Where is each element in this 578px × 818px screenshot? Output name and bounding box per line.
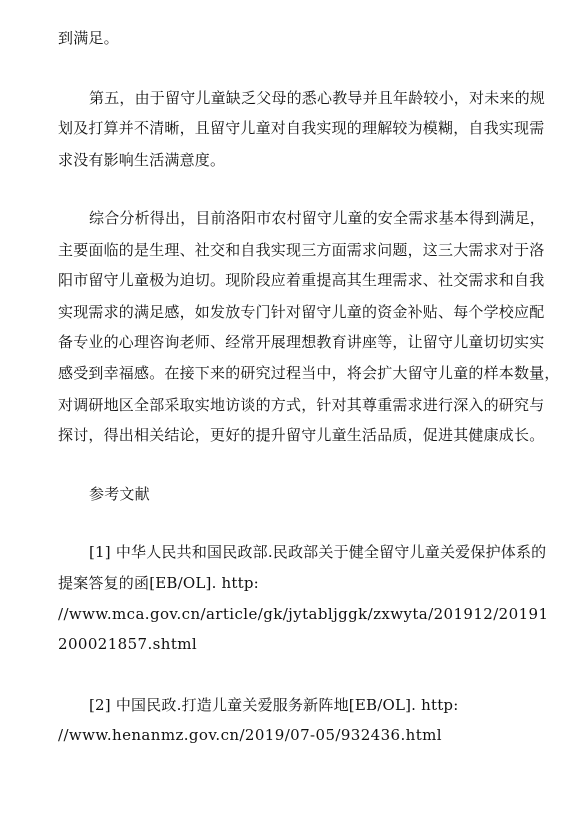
reference-line: [2] 中国民政.打造儿童关爱服务新阵地[EB/OL]. http: bbox=[89, 696, 459, 714]
paragraph-line: 感受到幸福感。在接下来的研究过程当中，将会扩大留守儿童的样本数量， bbox=[58, 364, 560, 382]
paragraph-line: 探讨，得出相关结论，更好的提升留守儿童生活品质，促进其健康成长。 bbox=[58, 426, 545, 444]
references-heading: 参考文献 bbox=[89, 485, 150, 503]
paragraph-line: 划及打算并不清晰，且留守儿童对自我实现的理解较为模糊，自我实现需 bbox=[58, 119, 545, 137]
paragraph-line: 阳市留守儿童极为迫切。现阶段应着重提高其生理需求、社交需求和自我 bbox=[58, 271, 545, 289]
reference-url-line: //www.mca.gov.cn/article/gk/jytabljggk/zxwyta/201912/20191 bbox=[58, 605, 549, 623]
reference-url-line: 200021857.shtml bbox=[58, 635, 198, 653]
paragraph-line: 综合分析得出，目前洛阳市农村留守儿童的安全需求基本得到满足， bbox=[89, 209, 546, 227]
paragraph-line: 第五，由于留守儿童缺乏父母的悉心教导并且年龄较小，对未来的规 bbox=[89, 89, 546, 107]
paragraph-line: 实现需求的满足感，如发放专门针对留守儿童的资金补贴、每个学校应配 bbox=[58, 303, 545, 321]
reference-line: 提案答复的函[EB/OL]. http: bbox=[58, 574, 259, 592]
paragraph-line: 到满足。 bbox=[58, 29, 119, 47]
reference-url-line: //www.henanmz.gov.cn/2019/07-05/932436.html bbox=[58, 726, 442, 744]
paragraph-line: 主要面临的是生理、社交和自我实现三方面需求问题，这三大需求对于洛 bbox=[58, 241, 545, 259]
paragraph-line: 对调研地区全部采取实地访谈的方式，针对其尊重需求进行深入的研究与 bbox=[58, 396, 545, 414]
paragraph-line: 备专业的心理咨询老师、经常开展理想教育讲座等，让留守儿童切切实实 bbox=[58, 333, 545, 351]
paragraph-line: 求没有影响生活满意度。 bbox=[58, 151, 226, 169]
reference-line: [1] 中华人民共和国民政部.民政部关于健全留守儿童关爱保护体系的 bbox=[89, 543, 547, 561]
